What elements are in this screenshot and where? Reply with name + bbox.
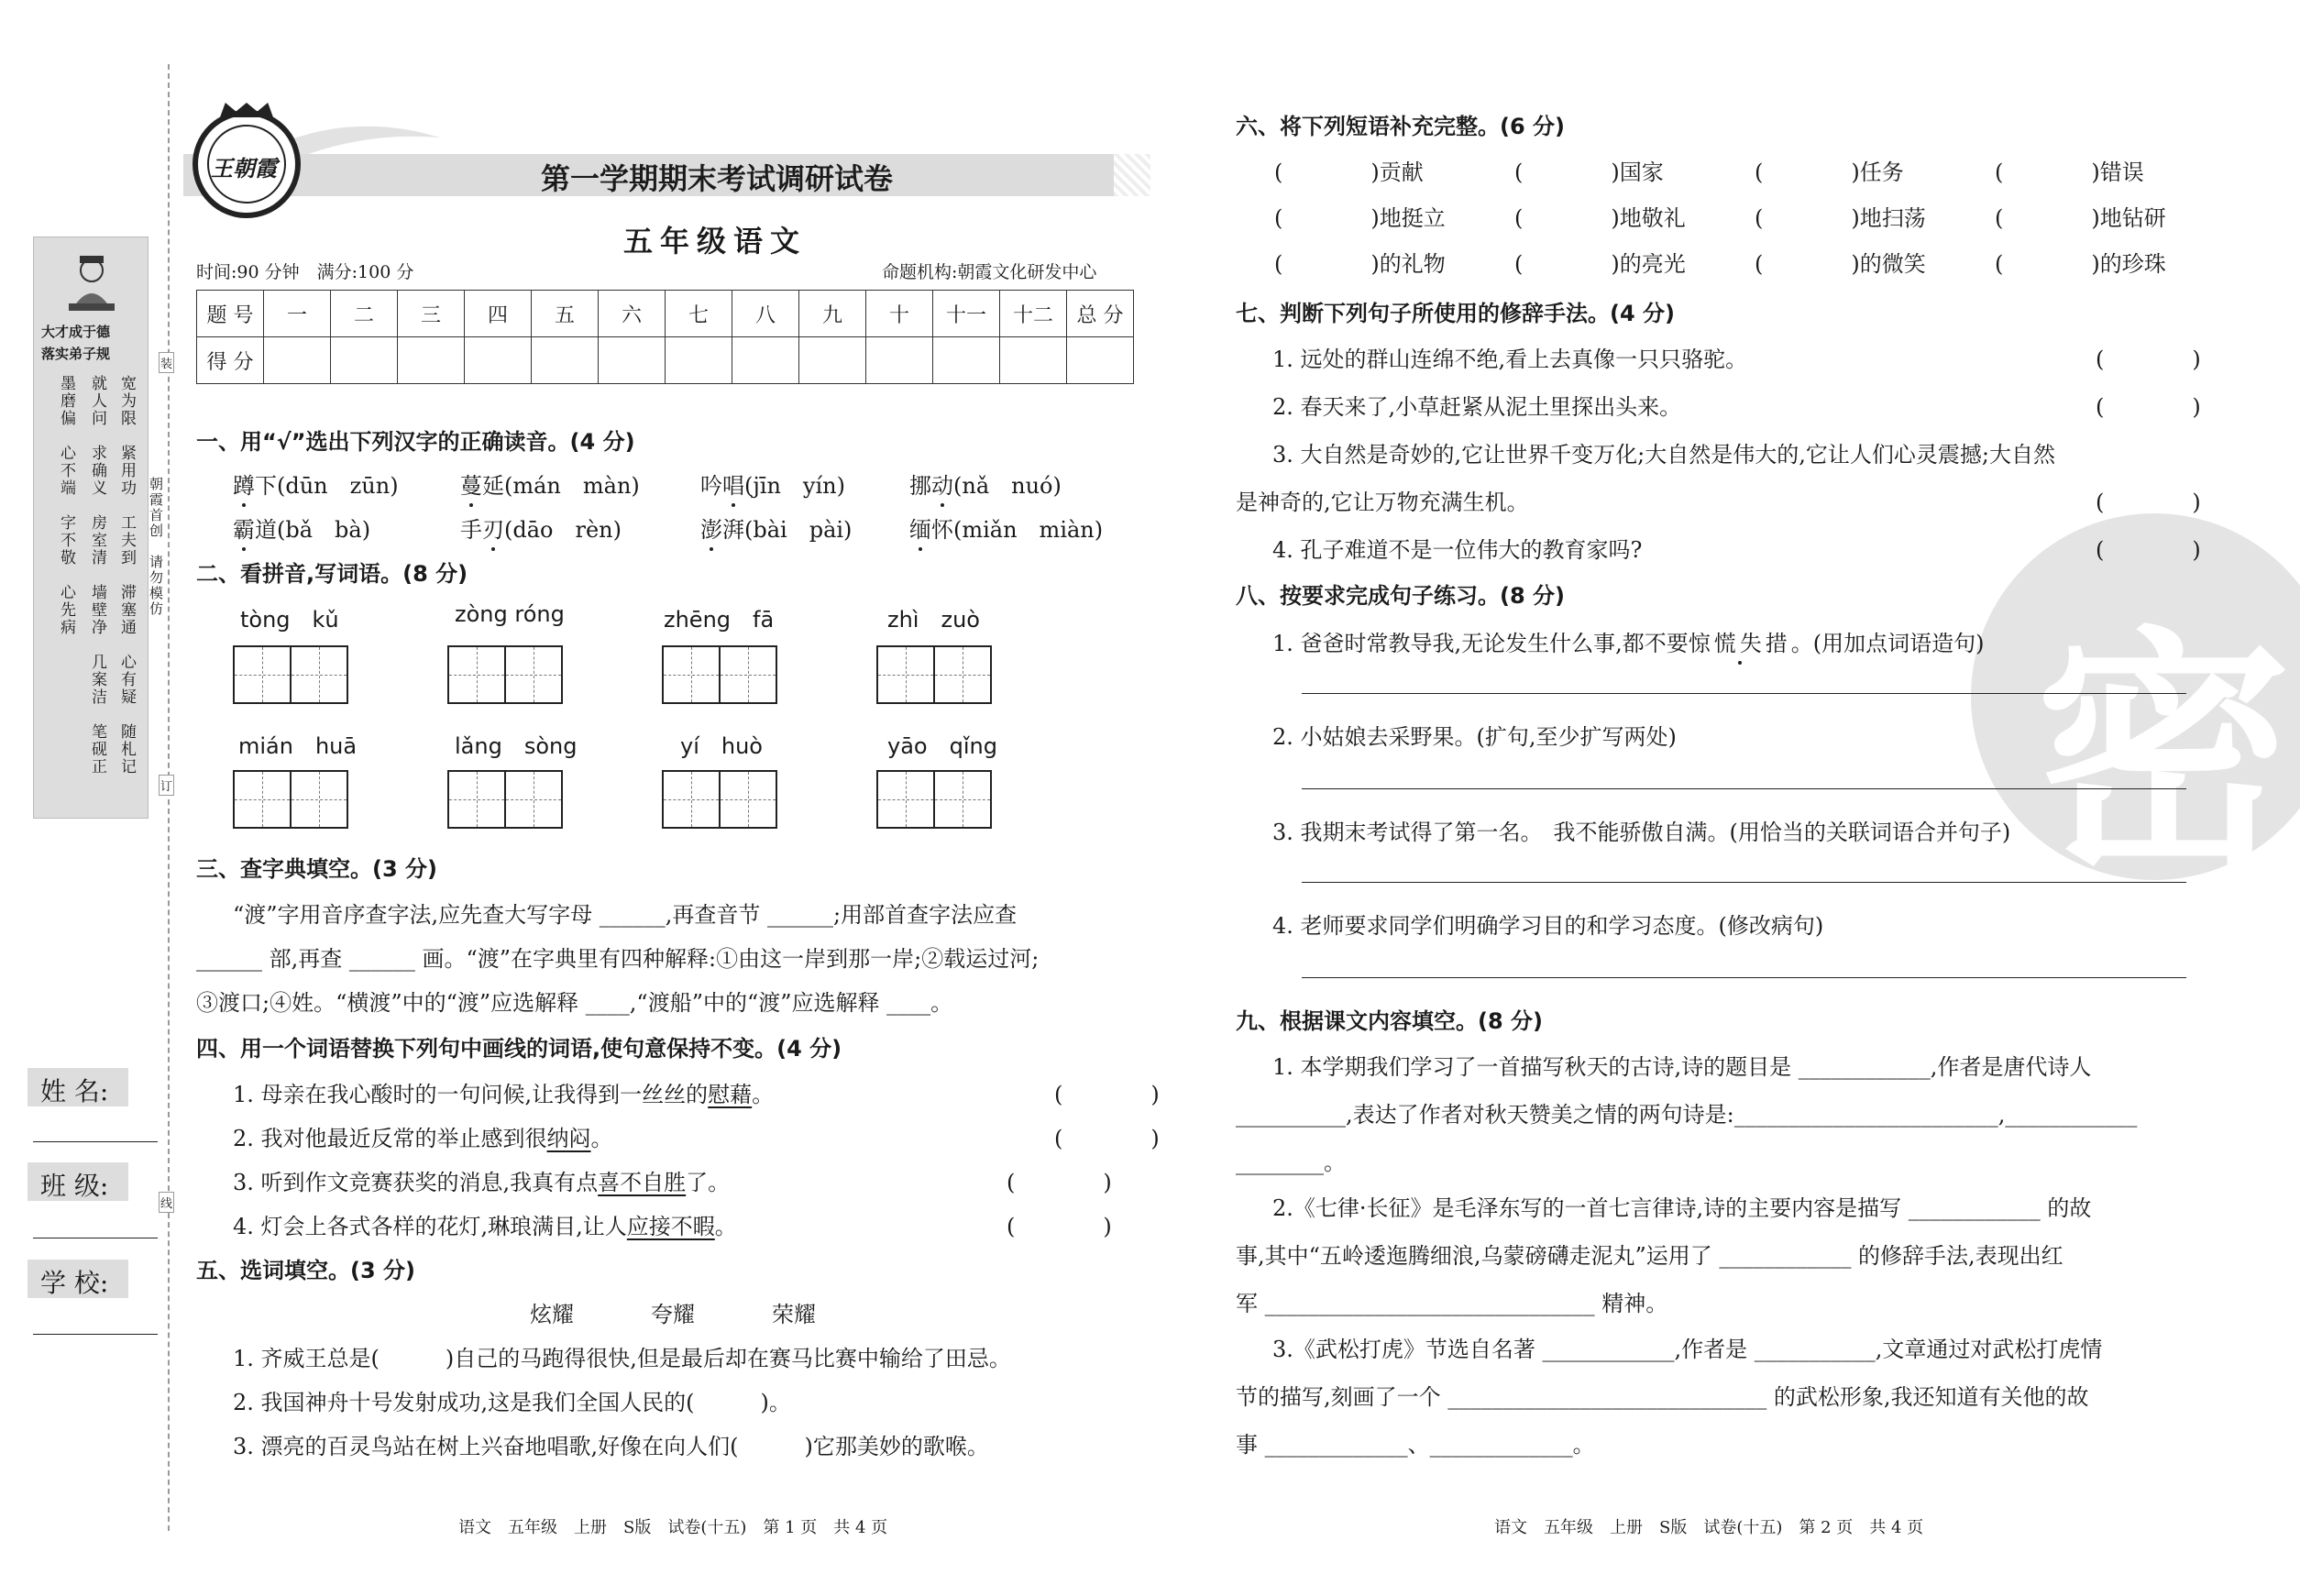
score-table-row-label: 得 分 [197,337,264,384]
q2-pinyin-6: lǎng sòng [455,733,578,759]
rule-column-1: 宽为限 紧用功 工夫到 滞塞通 心有疑 随札记 [117,375,136,776]
q6-phrase[interactable]: ( )地敬礼 [1514,205,1686,231]
name-input-line[interactable] [33,1141,158,1142]
school-input-line[interactable] [33,1334,158,1335]
q2-writing-grid[interactable] [447,645,561,704]
score-cell[interactable] [465,337,532,384]
q4-underlined-word: 纳闷 [546,1126,591,1151]
q4-answer-paren[interactable]: ( ) [1054,1126,1160,1151]
q4-title: 四、用一个词语替换下列句中画线的词语,使句意保持不变。(4 分) [196,1036,842,1062]
q1-item-text: (dāo rèn) [504,517,622,543]
rule-column-2: 就人问 求确义 房室清 墙壁净 几案洁 笔砚正 [88,375,106,776]
q1-item-8 [909,512,1103,544]
score-col-11: 十一 [933,291,1000,337]
q9-p3-line-2: 节的描写,刻画了一个 _____________________________ 的武松形象,我还知道有关他的故 [1236,1384,2089,1410]
q1-item-text: 湃(bài pài) [722,517,853,543]
score-cell[interactable] [532,337,599,384]
q1-item-text: 吟 [700,473,722,499]
q5-item-2: 2. 我国神舟十号发射成功,这是我们全国人民的( )。 [233,1390,791,1415]
score-cell[interactable] [933,337,1000,384]
q9-p2-line-1: 2.《七律·长征》是毛泽东写的一首七言律诗,诗的主要内容是描写 ____________ 的故 [1272,1195,2092,1221]
q1-dotted-char: 刃 [482,512,504,544]
score-col-1: 一 [264,291,331,337]
q6-phrase[interactable]: ( )错误 [1995,160,2144,185]
q6-phrase[interactable]: ( )任务 [1755,160,1904,185]
q6-phrase[interactable]: ( )地挺立 [1274,205,1446,231]
q8-answer-line-2[interactable] [1302,788,2186,789]
q1-dotted-char: 澎 [700,512,722,544]
org-info: 命题机构:朝霞文化研发中心 [882,262,1097,282]
q1-item-7 [700,512,852,544]
score-cell[interactable] [264,337,331,384]
q4-item-1 [233,1076,774,1108]
q2-writing-grid[interactable] [876,770,990,829]
subject-title: 五年级语文 [623,224,808,259]
time-info: 时间:90 分钟 满分:100 分 [196,262,414,282]
q6-phrase[interactable]: ( )的亮光 [1514,251,1686,277]
score-cell[interactable] [1000,337,1067,384]
q1-item-text: 下(dūn zūn) [255,473,399,499]
q4-answer-paren[interactable]: ( ) [1054,1082,1160,1107]
q7-sentence-3b: 是神奇的,它让万物充满生机。 [1236,490,1529,515]
binding-mark-2: 订 [159,775,174,796]
title-banner-pattern [1114,154,1150,196]
q1-item-text: 道(bǎ bà) [255,517,371,543]
q7-title: 七、判断下列句子所使用的修辞手法。(4 分) [1236,301,1675,326]
q1-item-text: 挪 [909,473,931,499]
q2-pinyin-8: yāo qǐng [887,733,997,759]
binding-mark-3: 线 [159,1192,174,1213]
q6-phrase[interactable]: ( )的微笑 [1755,251,1926,277]
q4-item-text: 。 [714,1214,737,1239]
q9-p1-line-1: 1. 本学期我们学习了一首描写秋天的古诗,诗的题目是 ____________,作者是唐代诗人 [1272,1054,2092,1080]
q4-item-text: 了。 [686,1170,731,1195]
q5-title: 五、选词填空。(3 分) [196,1258,415,1283]
q6-title: 六、将下列短语补充完整。(6 分) [1236,114,1565,139]
q8-sentence-1 [1272,625,1985,657]
q2-pinyin-1: tòng kǔ [240,607,339,633]
copyright-vertical-label: 朝霞首创 请勿模仿 [148,477,164,617]
q9-p2-line-3: 军 ______________________________ 精神。 [1236,1291,1668,1316]
motto-panel [33,237,149,819]
q4-item-text: 1. 母亲在我心酸时的一句问候,让我得到一丝丝的 [233,1082,709,1107]
q9-p2-line-2: 事,其中“五岭逶迤腾细浪,乌蒙磅礴走泥丸”运用了 ____________ 的修辞手法,表现出红 [1236,1243,2063,1269]
q2-writing-grid[interactable] [662,645,776,704]
q5-word-2: 夸耀 [651,1302,695,1327]
score-cell[interactable] [331,337,398,384]
q1-item-2 [460,468,640,500]
score-cell[interactable] [1067,337,1134,384]
q3-title: 三、查字典填空。(3 分) [196,856,437,882]
q8-text: 1. 爸爸时常教导我,无论发生什么事,都不要 [1272,631,1689,656]
q2-writing-grid[interactable] [233,770,347,829]
q1-item-text: 延(mán màn) [482,473,640,499]
q1-dotted-char: 动 [931,468,953,500]
score-col-3: 三 [398,291,465,337]
q8-answer-line-4[interactable] [1302,977,2186,978]
q1-item-text: (nǎ nuó) [953,473,1062,499]
q4-item-text: 4. 灯会上各式各样的花灯,琳琅满目,让人 [233,1214,627,1239]
q4-item-2 [233,1120,613,1152]
q6-phrase[interactable]: ( )地钻研 [1995,205,2166,231]
q1-item-3 [700,468,845,500]
q1-dotted-char: 缅 [909,512,931,544]
q7-answer-paren[interactable]: ( ) [2096,347,2201,372]
score-col-7: 七 [666,291,732,337]
q4-item-3 [233,1164,730,1196]
q1-dotted-char: 唱 [722,468,744,500]
q6-phrase[interactable]: ( )国家 [1514,160,1664,185]
q1-item-5 [233,512,370,544]
q2-writing-grid[interactable] [447,770,561,829]
score-cell[interactable] [599,337,666,384]
school-label: 学 校: [40,1268,109,1298]
q7-answer-paren[interactable]: ( ) [2096,537,2201,563]
q8-text: 。(用加点词语造句) [1790,631,1985,656]
q9-p1-line-2: __________,表达了作者对秋天赞美之情的两句诗是:________________________,____________ [1236,1102,2138,1128]
q8-title: 八、按要求完成句子练习。(8 分) [1236,583,1565,609]
q6-phrase[interactable]: ( )的珍珠 [1995,251,2166,277]
q3-line-3: ③渡口;④姓。“横渡”中的“渡”应选解释 ____,“渡船”中的“渡”应选解释 ____。 [196,990,953,1016]
q9-p1-line-3: ________。 [1236,1150,1346,1175]
q1-item-4 [909,468,1062,500]
q8-sentence-2: 2. 小姑娘去采野果。(扩句,至少扩写两处) [1272,724,1677,750]
score-cell[interactable] [666,337,732,384]
score-col-12: 十二 [1000,291,1067,337]
q3-line-2: ______ 部,再查 ______ 画。“渡”在字典里有四种解释:①由这一岸到那一岸;②载运过河; [196,946,1040,972]
score-col-6: 六 [599,291,666,337]
stamp-text: 密 [2035,607,2292,880]
q7-sentence-3a: 3. 大自然是奇妙的,它让世界千变万化;大自然是伟大的,它让人们心灵震撼;大自然 [1272,442,2055,468]
q7-answer-paren[interactable]: ( ) [2096,490,2201,515]
q1-item-6 [460,512,622,544]
q5-item-3: 3. 漂亮的百灵鸟站在树上兴奋地唱歌,好像在向人们( )它那美妙的歌喉。 [233,1434,989,1459]
q6-phrase[interactable]: ( )的礼物 [1274,251,1446,277]
q4-answer-paren[interactable]: ( ) [1007,1170,1112,1195]
q5-word-1: 炫耀 [530,1302,574,1327]
score-col-5: 五 [532,291,599,337]
score-table-row-label: 题 号 [197,291,264,337]
score-table-score-row [197,337,1134,384]
q9-p3-line-1: 3.《武松打虎》节选自名著 ____________,作者是 ___________,文章通过对武松打虎情 [1272,1337,2103,1362]
score-cell[interactable] [732,337,799,384]
q4-item-text: 。 [752,1082,775,1107]
q8-dotted-word: 惊慌失措 [1689,625,1791,657]
name-label: 姓 名: [40,1076,109,1106]
q7-sentence-4: 4. 孔子难道不是一位伟大的教育家吗? [1272,537,1643,563]
score-cell[interactable] [866,337,933,384]
q7-answer-paren[interactable]: ( ) [2096,394,2201,420]
score-table-header-row [197,291,1134,337]
q5-word-3: 荣耀 [772,1302,816,1327]
score-col-8: 八 [732,291,799,337]
score-col-total: 总 分 [1067,291,1134,337]
score-col-2: 二 [331,291,398,337]
q2-pinyin-3: zhēng fā [664,607,775,633]
scholar-illustration-icon [60,250,124,314]
q4-item-4 [233,1208,737,1240]
q9-title: 九、根据课文内容填空。(8 分) [1236,1008,1543,1034]
q2-pinyin-4: zhì zuò [887,607,980,633]
q1-dotted-char: 蹲 [233,468,255,500]
q4-underlined-word: 应接不暇 [626,1214,715,1239]
q7-sentence-1: 1. 远处的群山连绵不绝,看上去真像一只只骆驼。 [1272,347,1748,372]
q1-item-text: 怀(miǎn miàn) [931,517,1104,543]
q7-sentence-2: 2. 春天来了,小草赶紧从泥土里探出头来。 [1272,394,1682,420]
q2-writing-grid[interactable] [662,770,776,829]
class-label: 班 级: [40,1171,109,1201]
q1-dotted-char: 蔓 [460,468,482,500]
footer-right: 语文 五年级 上册 S版 试卷(十五) 第 2 页 共 4 页 [1494,1518,1924,1537]
q2-pinyin-5: mián huā [238,733,358,759]
q8-sentence-4: 4. 老师要求同学们明确学习目的和学习态度。(修改病句) [1272,913,1824,939]
score-col-10: 十 [866,291,933,337]
q2-title: 二、看拼音,写词语。(8 分) [196,561,468,587]
q6-phrase[interactable]: ( )地扫荡 [1755,205,1926,231]
q1-title: 一、用“√”选出下列汉字的正确读音。(4 分) [196,429,635,455]
rule-column-3: 墨磨偏 心不端 字不敬 心先病 [57,375,75,636]
q5-item-1: 1. 齐威王总是( )自己的马跑得很快,但是最后却在赛马比赛中输给了田忌。 [233,1346,1011,1371]
dashed-binding-line [168,64,170,1531]
q2-pinyin-2: zòng róng [455,601,565,627]
q1-item-1 [233,468,399,500]
footer-left: 语文 五年级 上册 S版 试卷(十五) 第 1 页 共 4 页 [458,1518,888,1537]
motto-line-1: 大才成于德 [41,324,111,340]
score-col-4: 四 [465,291,532,337]
score-table [196,290,1134,384]
q6-phrase[interactable]: ( )贡献 [1274,160,1424,185]
q4-item-text: 。 [590,1126,613,1151]
confidential-stamp [1971,513,2300,880]
q3-line-1: “渡”字用音序查字法,应先查大写字母 ______,再查音节 ______;用部首查字法应查 [233,902,1018,928]
q4-underlined-word: 慰藉 [708,1082,753,1107]
q9-p3-line-3: 事 _____________、_____________。 [1236,1432,1595,1458]
q2-writing-grid[interactable] [876,645,990,704]
q1-item-text: 手 [460,517,482,543]
exam-title: 第一学期期末考试调研试卷 [541,161,894,196]
q4-item-text: 3. 听到作文竞赛获奖的消息,我真有点 [233,1170,599,1195]
q2-pinyin-7: yí huò [680,733,763,759]
score-cell[interactable] [398,337,465,384]
q8-answer-line-3[interactable] [1302,882,2186,883]
q4-answer-paren[interactable]: ( ) [1007,1214,1112,1239]
q1-dotted-char: 霸 [233,512,255,544]
score-col-9: 九 [799,291,866,337]
score-cell[interactable] [799,337,866,384]
q4-item-text: 2. 我对他最近反常的举止感到很 [233,1126,547,1151]
q1-item-text: (jīn yín) [744,473,845,499]
q8-sentence-3: 3. 我期末考试得了第一名。 我不能骄傲自满。(用恰当的关联词语合并句子) [1272,820,2011,845]
q2-writing-grid[interactable] [233,645,347,704]
binding-mark-1: 装 [159,352,174,373]
q8-answer-line-1[interactable] [1302,693,2186,694]
logo-text: 王朝霞 [211,155,277,182]
motto-line-2: 落实弟子规 [41,346,111,362]
q4-underlined-word: 喜不自胜 [598,1170,687,1195]
